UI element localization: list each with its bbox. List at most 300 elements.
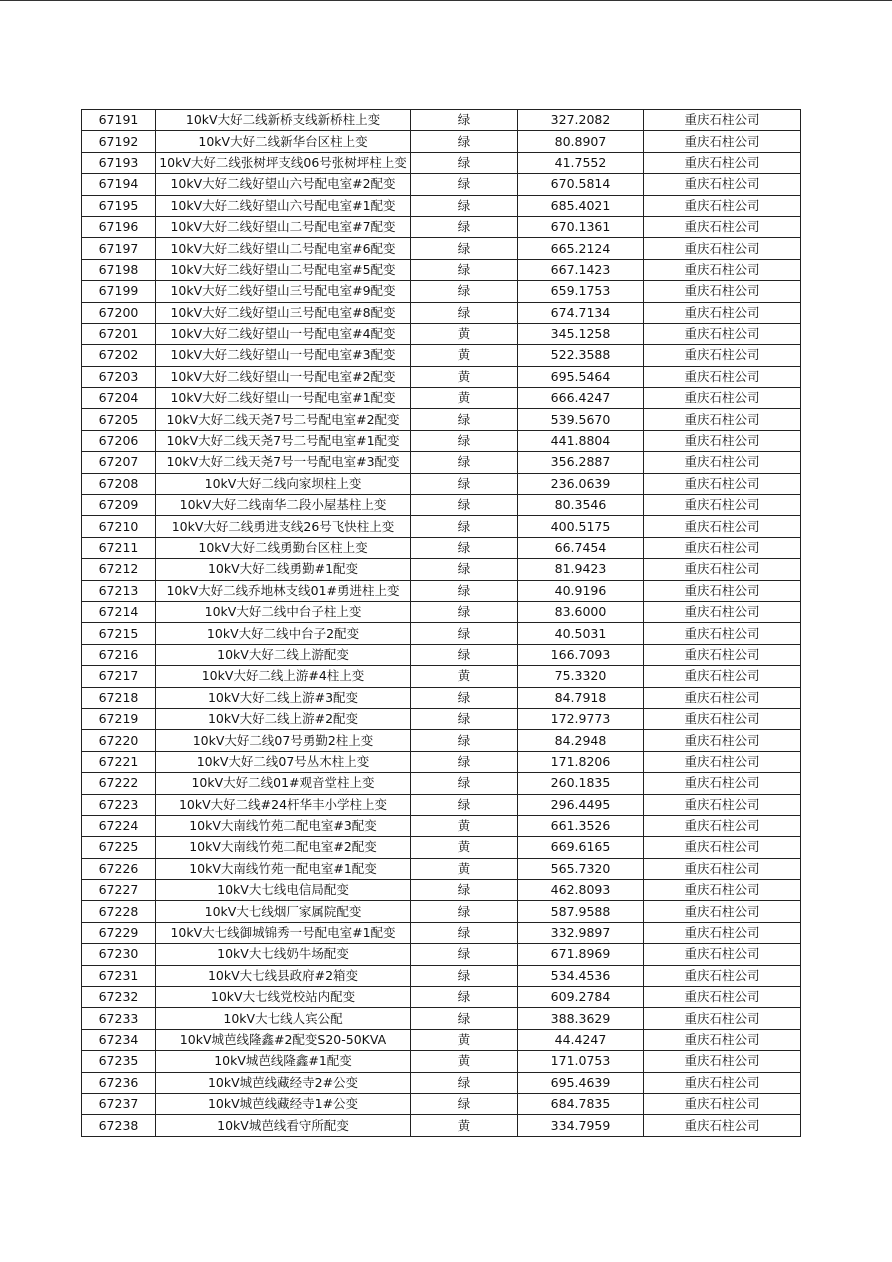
value-cell bbox=[518, 409, 644, 430]
value-cell-text: 669.6165 bbox=[550, 839, 611, 855]
table-row bbox=[82, 1008, 801, 1029]
name-cell-text: 10kV大好二线好望山一号配电室#1配变 bbox=[170, 390, 396, 406]
value-cell bbox=[518, 430, 644, 451]
name-cell-text: 10kV大好二线南华二段小屋基柱上变 bbox=[179, 497, 387, 513]
status-color-cell-text: 绿 bbox=[457, 1074, 471, 1090]
value-cell bbox=[518, 131, 644, 152]
status-color-cell bbox=[411, 880, 518, 901]
status-color-cell-text: 绿 bbox=[457, 561, 471, 577]
value-cell bbox=[518, 880, 644, 901]
name-cell-text: 10kV大好二线好望山一号配电室#3配变 bbox=[170, 347, 396, 363]
value-cell-text: 670.5814 bbox=[550, 176, 611, 192]
value-cell-text: 41.7552 bbox=[554, 154, 607, 170]
status-color-cell bbox=[411, 110, 518, 131]
company-cell-text: 重庆石柱公司 bbox=[684, 176, 760, 192]
name-cell-text: 10kV大好二线张树坪支线06号张树坪柱上变 bbox=[159, 154, 407, 170]
status-color-cell-text: 黄 bbox=[457, 1031, 471, 1047]
name-cell-text: 10kV大好二线上游#3配变 bbox=[207, 689, 359, 705]
table-row bbox=[82, 1115, 801, 1136]
name-cell bbox=[156, 388, 411, 409]
value-cell-text: 522.3588 bbox=[550, 347, 611, 363]
value-cell bbox=[518, 922, 644, 943]
company-cell-text: 重庆石柱公司 bbox=[684, 860, 760, 876]
table-row bbox=[82, 516, 801, 537]
name-cell-text: 10kV大好二线07号勇勤2柱上变 bbox=[192, 732, 374, 748]
value-cell bbox=[518, 259, 644, 280]
table-row bbox=[82, 537, 801, 558]
company-cell-text: 重庆石柱公司 bbox=[684, 261, 760, 277]
company-cell bbox=[644, 880, 801, 901]
company-cell bbox=[644, 345, 801, 366]
status-color-cell bbox=[411, 345, 518, 366]
row-id-cell-text: 67237 bbox=[98, 1096, 139, 1112]
row-id-cell bbox=[82, 580, 156, 601]
status-color-cell-text: 绿 bbox=[457, 796, 471, 812]
company-cell-text: 重庆石柱公司 bbox=[684, 518, 760, 534]
name-cell bbox=[156, 152, 411, 173]
row-id-cell bbox=[82, 1072, 156, 1093]
name-cell bbox=[156, 751, 411, 772]
name-cell bbox=[156, 601, 411, 622]
row-id-cell-text: 67205 bbox=[98, 411, 139, 427]
name-cell-text: 10kV大好二线好望山二号配电室#7配变 bbox=[170, 219, 396, 235]
value-cell bbox=[518, 1029, 644, 1050]
value-cell bbox=[518, 388, 644, 409]
value-cell-text: 66.7454 bbox=[554, 540, 607, 555]
company-cell-text: 重庆石柱公司 bbox=[684, 411, 760, 427]
row-id-cell bbox=[82, 794, 156, 815]
name-cell bbox=[156, 537, 411, 558]
name-cell-text: 10kV城芭线隆鑫#1配变 bbox=[214, 1053, 352, 1069]
company-cell bbox=[644, 537, 801, 558]
row-id-cell bbox=[82, 302, 156, 323]
name-cell bbox=[156, 944, 411, 965]
table-row bbox=[82, 880, 801, 901]
status-color-cell bbox=[411, 1093, 518, 1114]
status-color-cell bbox=[411, 965, 518, 986]
company-cell bbox=[644, 152, 801, 173]
name-cell-text: 10kV大好二线上游#2配变 bbox=[207, 711, 359, 727]
name-cell-text: 10kV大南线竹苑二配电室#3配变 bbox=[189, 818, 377, 834]
company-cell-text: 重庆石柱公司 bbox=[684, 219, 760, 235]
row-id-cell-text: 67238 bbox=[98, 1117, 139, 1133]
status-color-cell-text: 绿 bbox=[457, 433, 471, 449]
status-color-cell-text: 黄 bbox=[457, 1053, 471, 1069]
company-cell-text: 重庆石柱公司 bbox=[684, 304, 760, 320]
value-cell bbox=[518, 473, 644, 494]
status-color-cell bbox=[411, 174, 518, 195]
company-cell-text: 重庆石柱公司 bbox=[684, 753, 760, 769]
value-cell-text: 40.5031 bbox=[554, 625, 607, 641]
status-color-cell bbox=[411, 794, 518, 815]
status-color-cell bbox=[411, 580, 518, 601]
company-cell-text: 重庆石柱公司 bbox=[684, 882, 760, 898]
company-cell-text: 重庆石柱公司 bbox=[684, 732, 760, 748]
row-id-cell-text: 67200 bbox=[98, 304, 139, 320]
company-cell bbox=[644, 409, 801, 430]
row-id-cell-text: 67227 bbox=[98, 882, 139, 898]
value-cell bbox=[518, 345, 644, 366]
company-cell bbox=[644, 901, 801, 922]
name-cell bbox=[156, 323, 411, 344]
value-cell bbox=[518, 152, 644, 173]
table-row bbox=[82, 323, 801, 344]
company-cell bbox=[644, 751, 801, 772]
status-color-cell bbox=[411, 259, 518, 280]
table-row bbox=[82, 495, 801, 516]
value-cell bbox=[518, 281, 644, 302]
company-cell-text: 重庆石柱公司 bbox=[684, 433, 760, 449]
value-cell bbox=[518, 452, 644, 473]
company-cell bbox=[644, 259, 801, 280]
company-cell bbox=[644, 580, 801, 601]
company-cell bbox=[644, 815, 801, 836]
company-cell-text: 重庆石柱公司 bbox=[684, 1031, 760, 1047]
status-color-cell bbox=[411, 430, 518, 451]
name-cell-text: 10kV大七线人宾公配 bbox=[223, 1010, 343, 1026]
row-id-cell bbox=[82, 216, 156, 237]
company-cell bbox=[644, 623, 801, 644]
table-row bbox=[82, 773, 801, 794]
row-id-cell bbox=[82, 131, 156, 152]
value-cell-text: 667.1423 bbox=[550, 261, 611, 277]
company-cell bbox=[644, 281, 801, 302]
row-id-cell bbox=[82, 901, 156, 922]
value-cell-text: 695.5464 bbox=[550, 368, 611, 384]
row-id-cell-text: 67221 bbox=[98, 753, 139, 769]
status-color-cell-text: 黄 bbox=[457, 390, 471, 406]
value-cell bbox=[518, 366, 644, 387]
value-cell-text: 296.4495 bbox=[550, 796, 611, 812]
row-id-cell bbox=[82, 345, 156, 366]
value-cell-text: 671.8969 bbox=[550, 946, 611, 962]
row-id-cell-text: 67199 bbox=[98, 283, 139, 299]
row-id-cell-text: 67212 bbox=[98, 561, 139, 577]
value-cell bbox=[518, 516, 644, 537]
name-cell bbox=[156, 1029, 411, 1050]
status-color-cell-text: 绿 bbox=[457, 1010, 471, 1026]
company-cell-text: 重庆石柱公司 bbox=[684, 903, 760, 919]
value-cell-text: 84.2948 bbox=[554, 732, 607, 748]
value-cell-text: 400.5175 bbox=[550, 518, 611, 534]
company-cell-text: 重庆石柱公司 bbox=[684, 197, 760, 213]
status-color-cell bbox=[411, 944, 518, 965]
status-color-cell-text: 绿 bbox=[457, 219, 471, 235]
row-id-cell-text: 67197 bbox=[98, 240, 139, 256]
table-row bbox=[82, 259, 801, 280]
company-cell bbox=[644, 944, 801, 965]
company-cell-text: 重庆石柱公司 bbox=[684, 561, 760, 577]
value-cell bbox=[518, 1051, 644, 1072]
company-cell-text: 重庆石柱公司 bbox=[684, 1010, 760, 1026]
value-cell-text: 666.4247 bbox=[550, 390, 611, 406]
company-cell-text: 重庆石柱公司 bbox=[684, 967, 760, 983]
value-cell-text: 684.7835 bbox=[550, 1096, 611, 1112]
table-row bbox=[82, 815, 801, 836]
name-cell-text: 10kV大好二线中台子柱上变 bbox=[204, 604, 362, 620]
name-cell bbox=[156, 559, 411, 580]
row-id-cell bbox=[82, 1115, 156, 1136]
status-color-cell-text: 绿 bbox=[457, 240, 471, 256]
row-id-cell-text: 67209 bbox=[98, 497, 139, 513]
status-color-cell-text: 黄 bbox=[457, 326, 471, 342]
table-row bbox=[82, 987, 801, 1008]
table-row bbox=[82, 623, 801, 644]
row-id-cell bbox=[82, 666, 156, 687]
name-cell bbox=[156, 901, 411, 922]
company-cell bbox=[644, 730, 801, 751]
row-id-cell bbox=[82, 601, 156, 622]
company-cell bbox=[644, 452, 801, 473]
row-id-cell bbox=[82, 366, 156, 387]
name-cell bbox=[156, 238, 411, 259]
status-color-cell-text: 绿 bbox=[457, 989, 471, 1005]
status-color-cell-text: 绿 bbox=[457, 154, 471, 170]
row-id-cell bbox=[82, 815, 156, 836]
name-cell bbox=[156, 708, 411, 729]
row-id-cell bbox=[82, 987, 156, 1008]
row-id-cell-text: 67191 bbox=[98, 112, 139, 128]
row-id-cell bbox=[82, 730, 156, 751]
status-color-cell-text: 绿 bbox=[457, 582, 471, 598]
status-color-cell bbox=[411, 559, 518, 580]
table-row bbox=[82, 281, 801, 302]
status-color-cell-text: 绿 bbox=[457, 497, 471, 513]
name-cell bbox=[156, 794, 411, 815]
row-id-cell bbox=[82, 1029, 156, 1050]
name-cell bbox=[156, 302, 411, 323]
table-row bbox=[82, 216, 801, 237]
value-cell-text: 75.3320 bbox=[554, 668, 607, 684]
name-cell bbox=[156, 195, 411, 216]
value-cell-text: 388.3629 bbox=[550, 1010, 611, 1026]
company-cell bbox=[644, 473, 801, 494]
status-color-cell-text: 绿 bbox=[457, 604, 471, 620]
name-cell bbox=[156, 110, 411, 131]
name-cell bbox=[156, 730, 411, 751]
row-id-cell-text: 67225 bbox=[98, 839, 139, 855]
company-cell bbox=[644, 965, 801, 986]
name-cell-text: 10kV大好二线好望山三号配电室#9配变 bbox=[170, 283, 396, 299]
name-cell-text: 10kV大好二线天尧7号一号配电室#3配变 bbox=[166, 454, 400, 470]
row-id-cell bbox=[82, 858, 156, 879]
status-color-cell bbox=[411, 409, 518, 430]
row-id-cell bbox=[82, 281, 156, 302]
company-cell bbox=[644, 516, 801, 537]
value-cell bbox=[518, 1093, 644, 1114]
row-id-cell-text: 67213 bbox=[98, 582, 139, 598]
value-cell-text: 166.7093 bbox=[550, 646, 611, 662]
value-cell bbox=[518, 730, 644, 751]
status-color-cell-text: 绿 bbox=[457, 454, 471, 470]
row-id-cell bbox=[82, 687, 156, 708]
name-cell bbox=[156, 216, 411, 237]
status-color-cell bbox=[411, 302, 518, 323]
row-id-cell-text: 67223 bbox=[98, 796, 139, 812]
row-id-cell bbox=[82, 110, 156, 131]
row-id-cell-text: 67215 bbox=[98, 625, 139, 641]
name-cell bbox=[156, 452, 411, 473]
table-row bbox=[82, 238, 801, 259]
status-color-cell bbox=[411, 516, 518, 537]
name-cell-text: 10kV大好二线好望山二号配电室#5配变 bbox=[170, 261, 396, 277]
status-color-cell-text: 绿 bbox=[457, 176, 471, 192]
company-cell-text: 重庆石柱公司 bbox=[684, 775, 760, 791]
value-cell bbox=[518, 495, 644, 516]
table-row bbox=[82, 1072, 801, 1093]
row-id-cell-text: 67230 bbox=[98, 946, 139, 962]
name-cell-text: 10kV大好二线好望山六号配电室#2配变 bbox=[170, 176, 396, 192]
row-id-cell bbox=[82, 837, 156, 858]
row-id-cell bbox=[82, 922, 156, 943]
status-color-cell-text: 绿 bbox=[457, 882, 471, 898]
row-id-cell-text: 67194 bbox=[98, 176, 139, 192]
company-cell bbox=[644, 323, 801, 344]
status-color-cell-text: 绿 bbox=[457, 283, 471, 299]
status-color-cell bbox=[411, 773, 518, 794]
name-cell-text: 10kV大好二线新华台区柱上变 bbox=[198, 133, 368, 149]
table-row bbox=[82, 687, 801, 708]
name-cell bbox=[156, 623, 411, 644]
row-id-cell-text: 67201 bbox=[98, 326, 139, 342]
table-row bbox=[82, 430, 801, 451]
name-cell bbox=[156, 1051, 411, 1072]
name-cell-text: 10kV大好二线向家坝柱上变 bbox=[204, 475, 362, 491]
status-color-cell-text: 绿 bbox=[457, 540, 471, 555]
status-color-cell-text: 绿 bbox=[457, 411, 471, 427]
row-id-cell-text: 67202 bbox=[98, 347, 139, 363]
value-cell-text: 44.4247 bbox=[554, 1031, 607, 1047]
company-cell-text: 重庆石柱公司 bbox=[684, 112, 760, 128]
name-cell bbox=[156, 1115, 411, 1136]
value-cell bbox=[518, 751, 644, 772]
row-id-cell-text: 67235 bbox=[98, 1053, 139, 1069]
company-cell-text: 重庆石柱公司 bbox=[684, 839, 760, 855]
row-id-cell bbox=[82, 195, 156, 216]
name-cell-text: 10kV大南线竹苑二配电室#2配变 bbox=[189, 839, 377, 855]
table-row bbox=[82, 730, 801, 751]
company-cell bbox=[644, 430, 801, 451]
table-row bbox=[82, 1051, 801, 1072]
row-id-cell bbox=[82, 473, 156, 494]
row-id-cell bbox=[82, 495, 156, 516]
name-cell-text: 10kV城芭线藏经寺1#公变 bbox=[207, 1096, 359, 1112]
status-color-cell bbox=[411, 366, 518, 387]
value-cell bbox=[518, 773, 644, 794]
name-cell bbox=[156, 880, 411, 901]
value-cell-text: 345.1258 bbox=[550, 326, 611, 342]
status-color-cell bbox=[411, 131, 518, 152]
status-color-cell-text: 绿 bbox=[457, 646, 471, 662]
status-color-cell bbox=[411, 216, 518, 237]
value-cell bbox=[518, 708, 644, 729]
value-cell bbox=[518, 323, 644, 344]
company-cell-text: 重庆石柱公司 bbox=[684, 946, 760, 962]
company-cell bbox=[644, 773, 801, 794]
name-cell bbox=[156, 858, 411, 879]
row-id-cell bbox=[82, 708, 156, 729]
table-row bbox=[82, 409, 801, 430]
status-color-cell-text: 绿 bbox=[457, 1096, 471, 1112]
status-color-cell-text: 绿 bbox=[457, 775, 471, 791]
row-id-cell bbox=[82, 880, 156, 901]
value-cell bbox=[518, 216, 644, 237]
row-id-cell-text: 67234 bbox=[98, 1031, 139, 1047]
value-cell-text: 83.6000 bbox=[554, 604, 607, 620]
row-id-cell-text: 67233 bbox=[98, 1010, 139, 1026]
company-cell bbox=[644, 794, 801, 815]
status-color-cell bbox=[411, 837, 518, 858]
row-id-cell bbox=[82, 452, 156, 473]
value-cell-text: 80.8907 bbox=[554, 133, 607, 149]
value-cell-text: 334.7959 bbox=[550, 1117, 611, 1133]
row-id-cell bbox=[82, 623, 156, 644]
name-cell-text: 10kV城芭线看守所配变 bbox=[217, 1117, 349, 1133]
name-cell-text: 10kV大七线奶牛场配变 bbox=[217, 946, 349, 962]
name-cell-text: 10kV大好二线新桥支线新桥柱上变 bbox=[185, 112, 381, 128]
value-cell-text: 260.1835 bbox=[550, 775, 611, 791]
row-id-cell-text: 67222 bbox=[98, 775, 139, 791]
value-cell bbox=[518, 623, 644, 644]
status-color-cell bbox=[411, 901, 518, 922]
company-cell bbox=[644, 238, 801, 259]
value-cell bbox=[518, 987, 644, 1008]
company-cell bbox=[644, 666, 801, 687]
row-id-cell-text: 67216 bbox=[98, 646, 139, 662]
table-row bbox=[82, 473, 801, 494]
value-cell bbox=[518, 174, 644, 195]
row-id-cell-text: 67195 bbox=[98, 197, 139, 213]
company-cell bbox=[644, 644, 801, 665]
company-cell bbox=[644, 987, 801, 1008]
status-color-cell bbox=[411, 730, 518, 751]
value-cell-text: 171.0753 bbox=[550, 1053, 611, 1069]
row-id-cell-text: 67193 bbox=[98, 154, 139, 170]
row-id-cell-text: 67192 bbox=[98, 133, 139, 149]
company-cell bbox=[644, 1029, 801, 1050]
value-cell bbox=[518, 1072, 644, 1093]
status-color-cell-text: 绿 bbox=[457, 903, 471, 919]
value-cell bbox=[518, 666, 644, 687]
name-cell bbox=[156, 1093, 411, 1114]
status-color-cell-text: 绿 bbox=[457, 946, 471, 962]
table-row bbox=[82, 751, 801, 772]
status-color-cell bbox=[411, 1072, 518, 1093]
row-id-cell bbox=[82, 944, 156, 965]
table-row bbox=[82, 601, 801, 622]
status-color-cell bbox=[411, 473, 518, 494]
company-cell-text: 重庆石柱公司 bbox=[684, 133, 760, 149]
table-row bbox=[82, 922, 801, 943]
value-cell bbox=[518, 901, 644, 922]
row-id-cell-text: 67218 bbox=[98, 689, 139, 705]
table-row bbox=[82, 195, 801, 216]
company-cell-text: 重庆石柱公司 bbox=[684, 283, 760, 299]
name-cell-text: 10kV大好二线好望山二号配电室#6配变 bbox=[170, 240, 396, 256]
row-id-cell bbox=[82, 965, 156, 986]
name-cell bbox=[156, 281, 411, 302]
company-cell bbox=[644, 559, 801, 580]
table-row bbox=[82, 366, 801, 387]
name-cell-text: 10kV大好二线01#观音堂柱上变 bbox=[191, 775, 375, 791]
company-cell-text: 重庆石柱公司 bbox=[684, 454, 760, 470]
value-cell bbox=[518, 944, 644, 965]
row-id-cell-text: 67208 bbox=[98, 475, 139, 491]
name-cell-text: 10kV大好二线中台子2配变 bbox=[206, 625, 360, 641]
value-cell bbox=[518, 238, 644, 259]
company-cell bbox=[644, 110, 801, 131]
row-id-cell-text: 67229 bbox=[98, 925, 139, 941]
